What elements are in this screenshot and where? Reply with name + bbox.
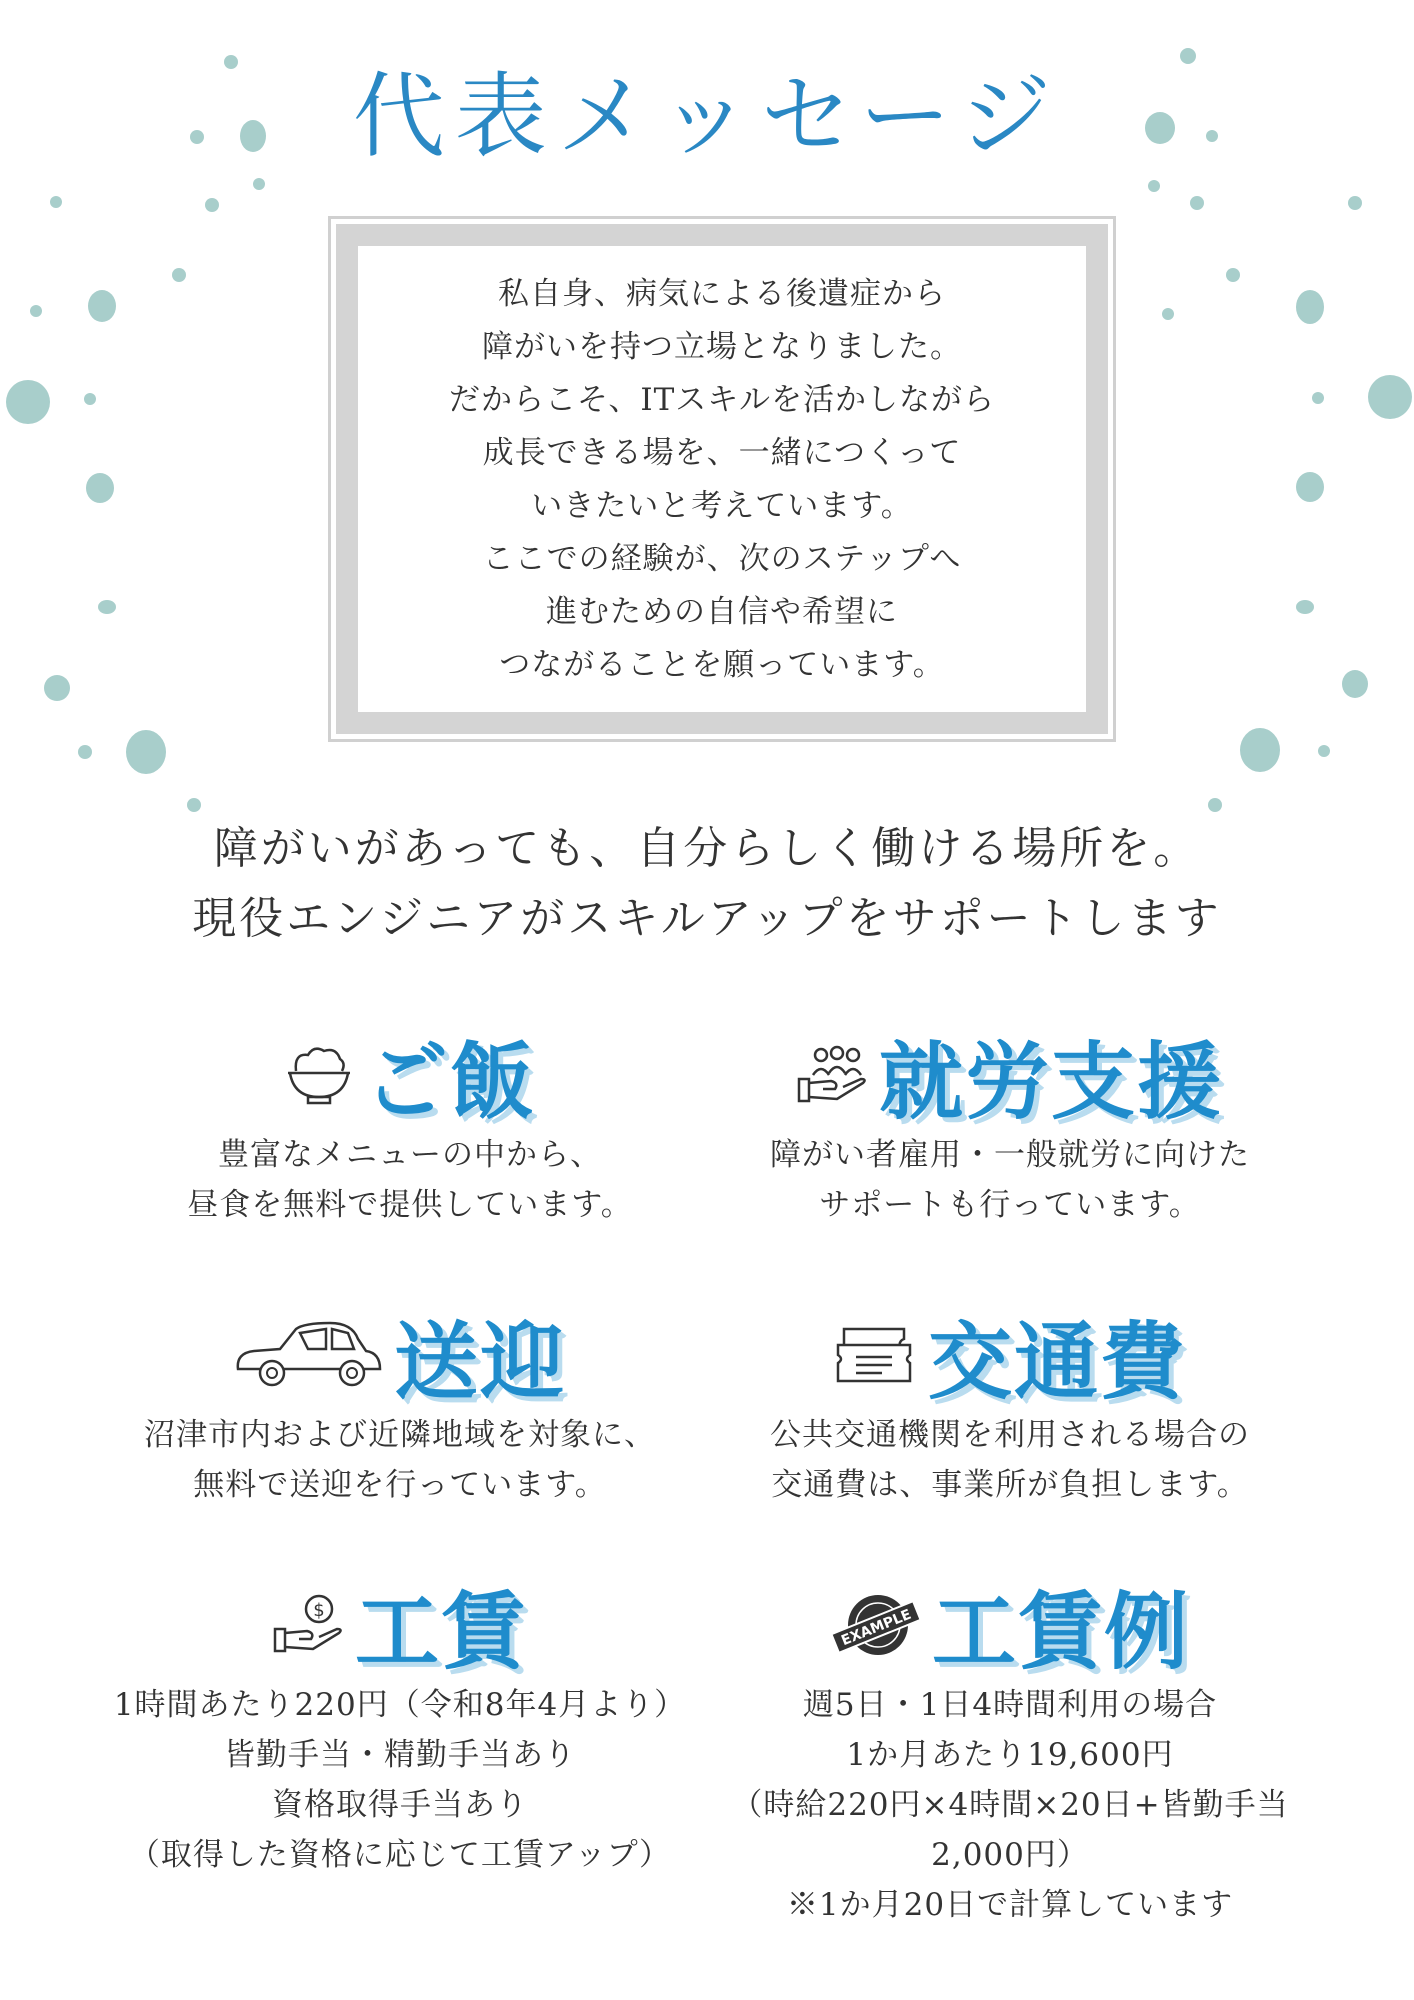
svg-text:$: $ <box>313 1600 325 1621</box>
feature-title: 送迎 <box>393 1312 566 1411</box>
message-line: 成長できる場を、一緒につくって <box>482 435 962 471</box>
tagline-line-1: 障がいがあっても、自分らしく働ける場所を。 <box>213 823 1201 874</box>
decorative-dot <box>1226 268 1240 282</box>
rice-bowl-icon <box>284 1043 354 1107</box>
feature-desc-line: 資格取得手当あり <box>272 1787 528 1823</box>
decorative-dot <box>1312 392 1324 404</box>
feature-employment-support <box>700 1020 1320 1230</box>
support-hand-icon <box>797 1043 869 1107</box>
car-icon <box>234 1319 384 1391</box>
feature-transport-cost <box>700 1300 1320 1510</box>
decorative-dot <box>1190 196 1204 210</box>
decorative-dot <box>6 380 50 424</box>
decorative-dot <box>253 178 265 190</box>
feature-title: ご飯 <box>363 1032 536 1131</box>
feature-desc-line: （時給220円×4時間×20日+皆勤手当2,000円） <box>731 1787 1289 1873</box>
message-box <box>358 246 1086 712</box>
ticket-icon <box>834 1323 918 1387</box>
feature-desc-line: （取得した資格に応じて工賃アップ） <box>128 1837 672 1873</box>
decorative-dot <box>30 305 42 317</box>
decorative-dot <box>205 198 219 212</box>
feature-desc-line: 昼食を無料で提供しています。 <box>187 1187 633 1223</box>
decorative-dot <box>84 393 96 405</box>
decorative-dot <box>1318 745 1330 757</box>
message-line: 進むための自信や希望に <box>546 594 898 630</box>
feature-desc-line: サポートも行っています。 <box>819 1187 1201 1223</box>
decorative-dot <box>86 473 114 503</box>
feature-desc-line: 無料で送迎を行っています。 <box>193 1467 607 1503</box>
feature-desc-line: 皆勤手当・精勤手当あり <box>224 1737 576 1773</box>
feature-title: 交通費 <box>927 1312 1186 1411</box>
feature-desc-line: ※1か月20日で計算しています <box>786 1887 1234 1923</box>
feature-desc-line: 1時間あたり220円（令和8年4月より） <box>113 1687 687 1723</box>
example-badge-icon <box>830 1589 922 1661</box>
decorative-dot <box>78 745 92 759</box>
decorative-dot <box>1342 670 1368 698</box>
tagline-line-2: 現役エンジニアがスキルアップをサポートします <box>192 893 1222 944</box>
decorative-dot <box>50 196 62 208</box>
decorative-dot <box>1162 308 1174 320</box>
feature-meal <box>100 1020 720 1230</box>
feature-desc-line: 週5日・1日4時間利用の場合 <box>802 1687 1218 1723</box>
decorative-dot <box>1348 196 1362 210</box>
feature-desc-line: 障がい者雇用・一般就労に向けた <box>770 1137 1250 1173</box>
message-line: ここでの経験が、次のステップへ <box>482 541 962 577</box>
decorative-dot <box>126 730 166 774</box>
decorative-dot <box>1296 472 1324 502</box>
feature-wages <box>90 1570 710 1880</box>
feature-desc-line: 豊富なメニューの中から、 <box>218 1137 602 1173</box>
decorative-dot <box>98 600 116 614</box>
decorative-dot <box>172 268 186 282</box>
feature-transport <box>90 1300 710 1510</box>
message-line: つながることを願っています。 <box>499 647 945 683</box>
decorative-dot <box>1296 290 1324 324</box>
message-line: 障がいを持つ立場となりました。 <box>482 329 962 365</box>
feature-wage-example <box>700 1570 1320 1930</box>
decorative-dot <box>1240 728 1280 772</box>
decorative-dot <box>88 290 116 322</box>
message-line: 私自身、病気による後遺症から <box>498 276 946 312</box>
page-title: 代表メッセージ <box>352 63 1062 170</box>
feature-title: 就労支援 <box>878 1032 1223 1131</box>
feature-title: 工賃例 <box>931 1582 1190 1681</box>
decorative-dot <box>1148 180 1160 192</box>
decorative-dot <box>1208 798 1222 812</box>
feature-desc-line: 1か月あたり19,600円 <box>846 1737 1174 1773</box>
decorative-dot <box>44 675 70 701</box>
money-hand-icon <box>273 1593 345 1657</box>
decorative-dot <box>1368 375 1412 419</box>
feature-desc-line: 公共交通機関を利用される場合の <box>770 1417 1250 1453</box>
feature-title: 工賃 <box>354 1582 527 1681</box>
feature-desc-line: 沼津市内および近隣地域を対象に、 <box>144 1417 656 1453</box>
example-badge-text: EXAMPLE <box>839 1606 914 1650</box>
decorative-dot <box>1296 600 1314 614</box>
feature-desc-line: 交通費は、事業所が負担します。 <box>771 1467 1249 1503</box>
message-line: だからこそ、ITスキルを活かしながら <box>449 382 995 418</box>
message-line: いきたいと考えています。 <box>531 488 913 524</box>
decorative-dot <box>187 798 201 812</box>
